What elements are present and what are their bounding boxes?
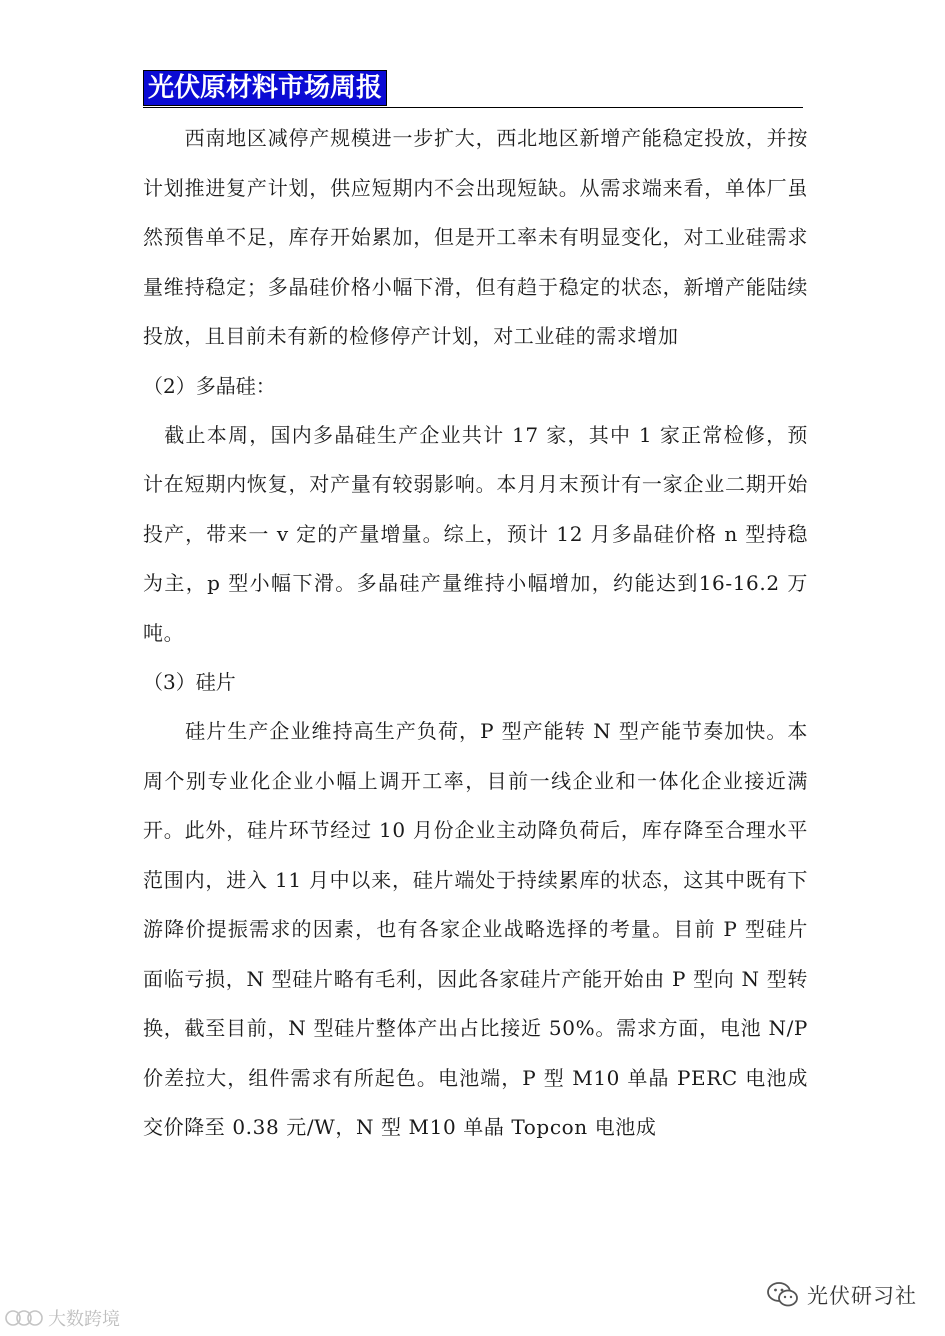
paragraph-polysilicon: 截止本周，国内多晶硅生产企业共计 17 家，其中 1 家正常检修，预计在短期内恢复，对产量有较弱影响。本月月末预计有一家企业二期开始投产，带来一 v 定的产量增量。综上，预计 12 月多晶硅价格 n 型持稳为主，p 型小幅下滑。多晶硅产量维持小幅增加，约能达到16-16.2 万吨。 [143,422,808,645]
report-header [143,70,803,110]
paragraph-industrial-silicon: 西南地区减停产规模进一步扩大，西北地区新增产能稳定投放，并按计划推进复产计划，供应短期内不会出现短缺。从需求端来看，单体厂虽然预售单不足，库存开始累加，但是开工率未有明显变化，对工业硅需求量维持稳定；多晶硅价格小幅下滑，但有趋于稳定的状态，新增产能陆续投放，且目前未有新的检修停产计划，对工业硅的需求增加 [143,126,808,348]
paragraph-wafer: 硅片生产企业维持高生产负荷，P 型产能转 N 型产能节奏加快。本周个别专业化企业小幅上调开工率，目前一线企业和一体化企业接近满开。此外，硅片环节经过 10 月份企业主动降负荷后，库存降至合理水平范围内，进入 11 月中以来，硅片端处于持续累库的状态，这其中既有下游降价提振需求的因素，也有各家企业战略选择的考量。目前 P 型硅片面临亏损，N 型硅片略有毛利，因此各家硅片产能开始由 P 型向 N 型转换，截至目前，N 型硅片整体产出占比接近 50%。需求方面，电池 N/P 价差拉大，组件需求有所起色。电池端，P 型 M10 单晶 PERC 电池成交价降至 0.38 元/W，N 型 M10 单晶 Topcon 电池成 [143,719,815,1139]
watermark-text: 大数跨境 [48,1309,120,1330]
account-name: 光伏研习社 [807,1284,917,1308]
document-body [143,114,815,1153]
section-heading-wafer: （3）硅片 [143,670,236,694]
watermark [4,1304,120,1332]
wechat-icon [767,1281,799,1309]
section-heading-polysilicon: （2）多晶硅： [143,373,276,398]
watermark-logo-icon [4,1307,44,1329]
report-title: 光伏原材料市场周报 [143,70,387,106]
title-underline [143,107,803,108]
source-attribution [767,1278,917,1312]
